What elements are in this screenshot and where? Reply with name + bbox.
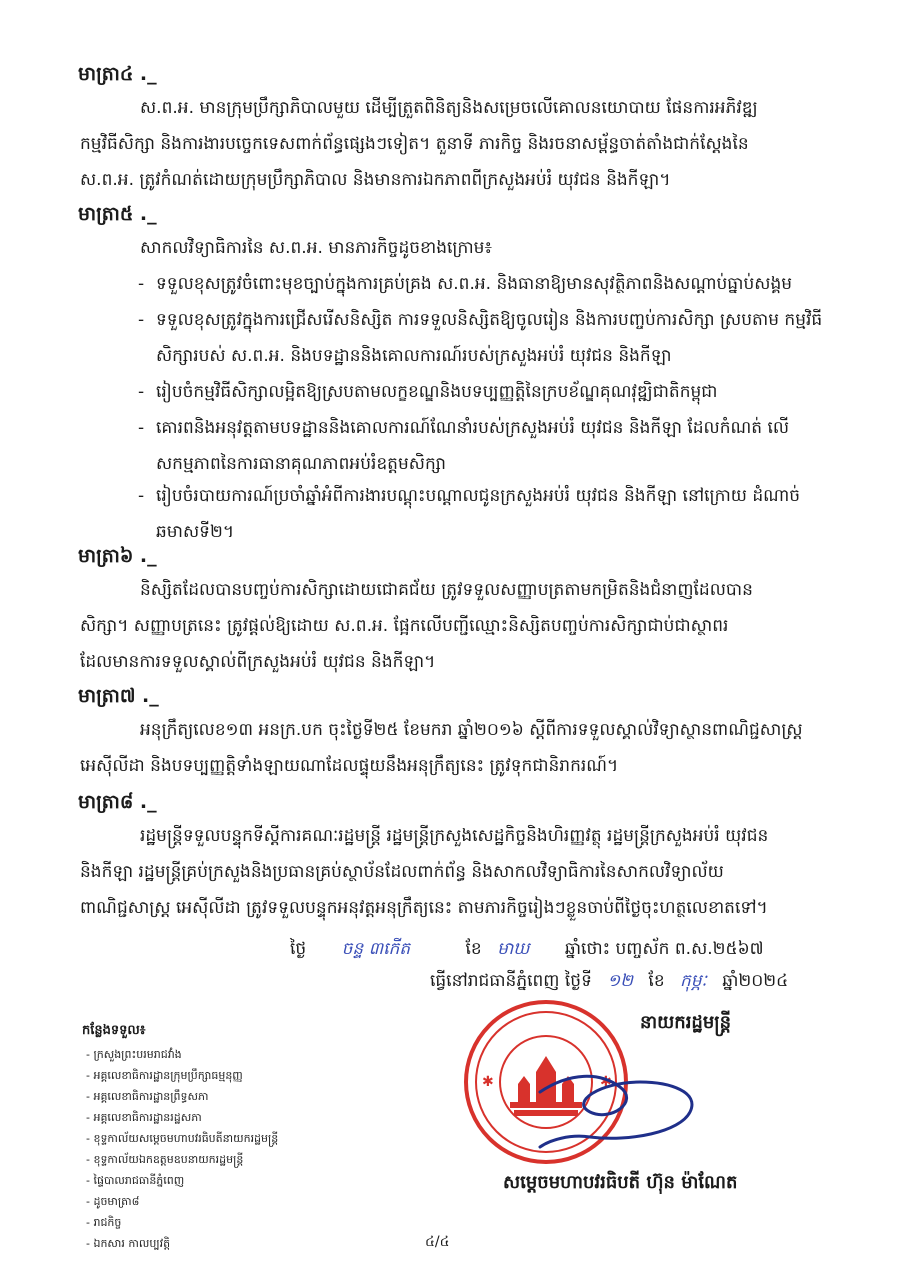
article-8-line-2: និងកីឡា រដ្ឋមន្ត្រីគ្រប់ក្រសួងនិងប្រធានគ្រប់ស្ថាប័នដែលពាក់ព័ន្ធ និងសាកលវិទ្យាធិការនៃសាកលវិទ្យាល័យ	[80, 862, 724, 882]
recipient-item: - ខុទ្ទកាល័យសម្តេចមហាបវរធិបតីនាយករដ្ឋមន្ត្រី	[86, 1132, 279, 1145]
recipient-item: - ឯកសារ កាលប្បវត្តិ	[86, 1237, 171, 1250]
article-8-heading: មាត្រា៨ ._	[78, 791, 157, 813]
signatory-name: សម្តេចមហាបវរធិបតី ហ៊ុន ម៉ាណែត	[503, 1172, 738, 1193]
solar-date-line	[430, 966, 788, 996]
recipient-item: - អគ្គលេខាធិការដ្ឋានក្រុមប្រឹក្សាធម្មនុញ្ញ	[86, 1069, 243, 1082]
page-number: ៤/៤	[425, 1234, 450, 1250]
recipient-item: - ដូចមាត្រា៨	[86, 1195, 140, 1208]
article-8-line-3: ពាណិជ្ជសាស្ត្រ អេស៊ីលីដា ត្រូវទទួលបន្ទុកអនុវត្តអនុក្រឹត្យនេះ តាមភារកិច្ចរៀងៗខ្លួនចាប់ពីថ្ងៃចុះហត្ថលេខាតទៅ។	[80, 898, 768, 918]
signature-icon	[530, 1052, 710, 1152]
article-4-line-3: ស.ព.អ. ត្រូវកំណត់ដោយក្រុមប្រឹក្សាភិបាល និងមានការឯកភាពពីក្រសួងអប់រំ យុវជន និងកីឡា។	[80, 170, 671, 190]
article-4-line-2: កម្មវិធីសិក្សា និងការងារបច្ចេកទេសពាក់ព័ន្ធផ្សេងៗទៀត។ តួនាទី ភារកិច្ច និងរចនាសម្ព័ន្ធចាត់តាំងជាក់ស្តែងនៃ	[80, 134, 749, 154]
bullet-dash: -	[138, 382, 145, 402]
recipient-item: - ក្រសួងព្រះបរមរាជវាំង	[86, 1048, 182, 1061]
article-5-bullet	[138, 478, 838, 550]
lunar-date-line	[290, 934, 764, 964]
bullet-dash: -	[138, 274, 145, 294]
bullet-dash: -	[138, 310, 145, 330]
svg-text:✱: ✱	[482, 1074, 494, 1090]
signatory-title: នាយករដ្ឋមន្ត្រី	[640, 1012, 732, 1033]
article-6-line-3: ដែលមានការទទួលស្គាល់ពីក្រសួងអប់រំ យុវជន និងកីឡា។	[80, 652, 436, 672]
bullet-text: រៀបចំរបាយការណ៍ប្រចាំឆ្នាំអំពីការងារបណ្តុះបណ្តាលជូនក្រសួងអប់រំ យុវជន និងកីឡា នៅក្រោយ ដំណាច់ឆមាសទី២។	[156, 486, 801, 542]
article-5-bullet	[138, 266, 838, 302]
day-label: ថ្ងៃ	[290, 939, 307, 959]
recipients-list	[86, 1044, 278, 1254]
place-day: ធ្វើនៅរាជធានីភ្នំពេញ ថ្ងៃទី	[430, 971, 592, 991]
month-label: ខែ	[465, 939, 482, 959]
article-6-line-2: សិក្សា។ សញ្ញាបត្រនេះ ត្រូវផ្តល់ឱ្យដោយ ស.ព.អ. ផ្អែកលើបញ្ជីឈ្មោះនិស្សិតបញ្ចប់ការសិក្សាជាប់ជាស្ថាពរ	[80, 616, 729, 636]
article-6-heading: មាត្រា៦ ._	[78, 545, 157, 567]
article-4-line-1: ស.ព.អ. មានក្រុមប្រឹក្សាភិបាលមួយ ដើម្បីត្រួតពិនិត្យនិងសម្រេចលើគោលនយោបាយ ផែនការអភិវឌ្ឍ	[140, 98, 758, 118]
bullet-text: ទទួលខុសត្រូវចំពោះមុខច្បាប់ក្នុងការគ្រប់គ្រង ស.ព.អ. និងធានាឱ្យមានសុវត្ថិភាពនិងសណ្តាប់ធ្នាប់សង្គម	[156, 274, 793, 294]
article-8-line-1: រដ្ឋមន្ត្រីទទួលបន្ទុកទីស្តីការគណៈរដ្ឋមន្ត្រី រដ្ឋមន្ត្រីក្រសួងសេដ្ឋកិច្ចនិងហិរញ្ញវត្ថុ រដ្ឋមន្ត្រីក្រសួងអប់រំ យុវជន	[140, 826, 769, 846]
article-5-bullet	[138, 302, 838, 374]
month2-label: ខែ	[648, 971, 665, 991]
article-4-heading: មាត្រា៤ ._	[78, 63, 157, 85]
article-5-bullet	[138, 374, 838, 410]
recipient-item: - ខុទ្ទកាល័យឯកឧត្តមឧបនាយករដ្ឋមន្ត្រី	[86, 1153, 244, 1166]
bullet-dash: -	[138, 486, 145, 506]
recipient-item: - អគ្គលេខាធិការដ្ឋានព្រឹទ្ធសភា	[86, 1090, 209, 1103]
article-5-intro: សាកលវិទ្យាធិការនៃ ស.ព.អ. មានភារកិច្ចដូចខាងក្រោម៖	[140, 238, 492, 258]
article-6-line-1: និស្សិតដែលបានបញ្ចប់ការសិក្សាដោយជោគជ័យ ត្រូវទទួលសញ្ញាបត្រតាមកម្រិតនិងជំនាញដែលបាន	[140, 580, 753, 600]
month2-value: កុម្ភៈ	[680, 971, 707, 991]
article-5-heading: មាត្រា៥ ._	[78, 203, 157, 225]
recipients-title: កន្លែងទទួល៖	[82, 1023, 146, 1038]
article-7-line-1: អនុក្រឹត្យលេខ១៣ អនក្រ.បក ចុះថ្ងៃទី២៥ ខែមករា ឆ្នាំ២០១៦ ស្តីពីការទទួលស្គាល់វិទ្យាស្ថានពាណិជ្ជសាស្ត្រ	[140, 720, 803, 740]
bullet-text: ទទួលខុសត្រូវក្នុងការជ្រើសរើសនិស្សិត ការទទួលនិស្សិតឱ្យចូលរៀន និងការបញ្ចប់ការសិក្សា ស្របតាម កម្មវិធីសិក្សារបស់ ស.ព.អ. និងបទដ្ឋាននិងគោលការណ៍របស់ក្រសួងអប់រំ យុវជន និងកីឡា	[156, 310, 823, 366]
svg-text:✱: ✱	[600, 1074, 612, 1090]
year: ឆ្នាំ២០២៤	[722, 971, 789, 991]
day-num: ១២	[607, 971, 634, 991]
recipient-item: - រាជកិច្ច	[86, 1216, 122, 1229]
day-value: ចន្ទ ៣កើត	[341, 939, 411, 959]
bullet-text: គោរពនិងអនុវត្តតាមបទដ្ឋាននិងគោលការណ៍ណែនាំរបស់ក្រសួងអប់រំ យុវជន និងកីឡា ដែលកំណត់ លើសកម្មភាពនៃការធានាគុណភាពអប់រំឧត្តមសិក្សា	[156, 418, 790, 474]
bullet-dash: -	[138, 418, 145, 438]
article-5-bullet	[138, 410, 838, 482]
article-7-line-2: អេស៊ីលីដា និងបទប្បញ្ញត្តិទាំងឡាយណាដែលផ្ទុយនឹងអនុក្រឹត្យនេះ ត្រូវទុកជានិរាករណ៍។	[80, 756, 619, 776]
lunar-year: ឆ្នាំថោះ បញ្ចស័ក ព.ស.២៥៦៧	[564, 939, 764, 959]
month-value: មាឃ	[497, 939, 530, 959]
bullet-text: រៀបចំកម្មវិធីសិក្សាលម្អិតឱ្យស្របតាមលក្ខខណ្ឌនិងបទប្បញ្ញត្តិនៃក្របខ័ណ្ឌគុណវុឌ្ឍិជាតិកម្ពុជា	[156, 382, 718, 402]
recipient-item: - អគ្គលេខាធិការដ្ឋានរដ្ឋសភា	[86, 1111, 202, 1124]
recipient-item: - ផ្ទៃបាលរាជធានីភ្នំពេញ	[86, 1174, 185, 1187]
article-7-heading: មាត្រា៧ ._	[78, 685, 159, 707]
